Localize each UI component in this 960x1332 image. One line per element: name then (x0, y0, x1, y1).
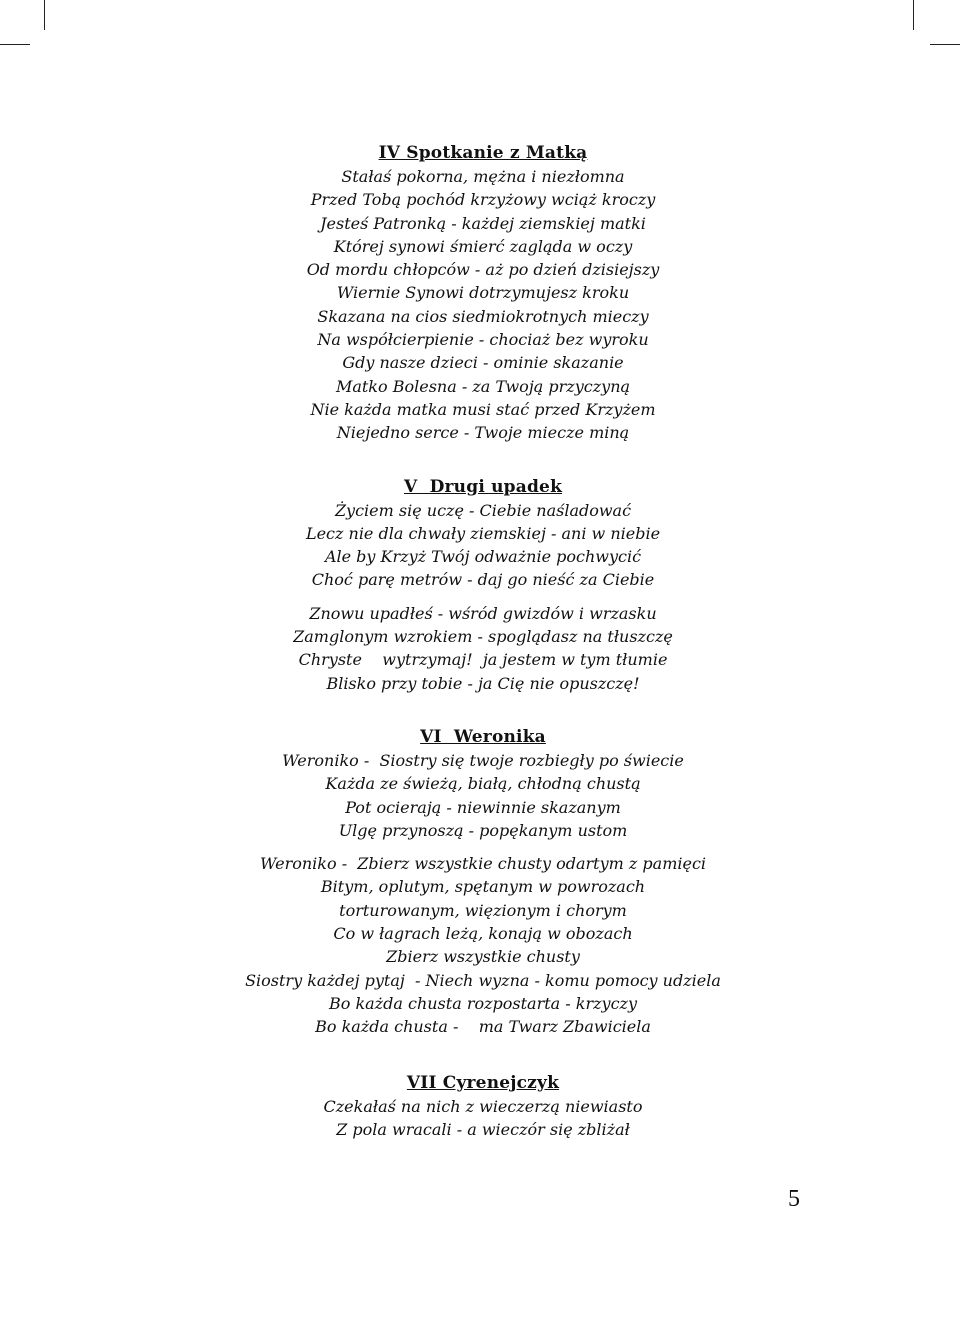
poem-line: Przed Tobą pochód krzyżowy wciąż kroczy (310, 190, 656, 210)
poem-line: Choć parę metrów - daj go nieść za Ciebie (311, 570, 655, 590)
stanza (160, 749, 806, 842)
poem-line: Z pola wracali - a wieczór się zbliżał (336, 1119, 630, 1139)
poem-line: Bo każda chusta rozpostarta - krzyczy (328, 993, 638, 1013)
poem-line: Blisko przy tobie - ja Cię nie opuszczę! (326, 673, 640, 693)
stanza-spacer (160, 842, 806, 852)
stanza (160, 852, 806, 1038)
crop-mark-top-right-vertical (913, 0, 914, 30)
poem-line: Czekałaś na nich z wieczerzą niewiasto (323, 1096, 643, 1116)
poem-line: Ale by Krzyż Twój odważnie pochwycić (324, 547, 642, 567)
poem-line: Od mordu chłopców - aż po dzień dzisiejszy (306, 260, 660, 280)
poem-line: Której synowi śmierć zagląda w oczy (333, 236, 633, 256)
poem-line: Chryste wytrzymaj! ja jestem w tym tłumie (298, 650, 668, 670)
section-vi-weronika (160, 725, 806, 1039)
poem-line: Gdy nasze dzieci - ominie skazanie (342, 353, 624, 373)
stanza (160, 602, 806, 695)
poem-line: Niejedno serce - Twoje miecze miną (336, 423, 630, 443)
poem-line: Jesteś Patronką - każdej ziemskiej matki (320, 213, 646, 233)
poem-line: Życiem się uczę - Ciebie naśladować (334, 500, 632, 520)
poem-line: torturowanym, więzionym i chorym (339, 900, 627, 920)
poem-line: Zamglonym wzrokiem - spoglądasz na tłuszczę (293, 627, 673, 647)
crop-mark-top-left-horizontal (0, 44, 30, 45)
stanza (160, 499, 806, 592)
poem-line: Każda ze świeżą, białą, chłodną chustą (325, 774, 641, 794)
poem-line: Stałaś pokorna, mężna i niezłomna (341, 167, 625, 186)
section-heading: VII Cyrenejczyk (406, 1072, 560, 1093)
poem-line: Weroniko - Zbierz wszystkie chusty odartym z pamięci (259, 854, 707, 874)
section-heading: IV Spotkanie z Matką (378, 143, 588, 163)
poem-line: Bo każda chusta - ma Twarz Zbawiciela (315, 1017, 651, 1037)
poem-line: Ulgę przynoszą - popękanym ustom (338, 820, 628, 840)
section-vii-cyrenejczyk (160, 1071, 806, 1142)
stanza (160, 1095, 806, 1142)
crop-mark-top-right-horizontal (930, 44, 960, 45)
poem-line: Siostry każdej pytaj - Niech wyzna - komu pomocy udziela (245, 970, 721, 990)
poem-line: Bitym, oplutym, spętanym w powrozach (320, 877, 646, 897)
poem-line: Pot ocierają - niewinnie skazanym (345, 797, 621, 817)
poem-line: Na współcierpienie - chociaż bez wyroku (317, 330, 649, 350)
poem-line: Weroniko - Siostry się twoje rozbiegły po świecie (282, 750, 684, 770)
section-heading: VI Weronika (420, 726, 546, 747)
poem-line: Wiernie Synowi dotrzymujesz kroku (336, 283, 630, 303)
poem-line: Zbierz wszystkie chusty (386, 947, 580, 967)
section-v-drugi-upadek (160, 475, 806, 695)
poem-line: Lecz nie dla chwały ziemskiej - ani w niebie (305, 523, 661, 543)
page-content (160, 141, 806, 1141)
stanza-spacer (160, 592, 806, 602)
page-number: 5 (788, 1186, 800, 1212)
poem-line: Skazana na cios siedmiokrotnych mieczy (317, 306, 649, 326)
poem-line: Znowu upadłeś - wśród gwizdów i wrzasku (309, 603, 657, 623)
poem-line: Co w łagrach leżą, konają w obozach (333, 924, 633, 944)
section-heading: V Drugi upadek (403, 476, 563, 497)
poem-line: Nie każda matka musi stać przed Krzyżem (310, 399, 656, 419)
poem-line: Matko Bolesna - za Twoją przyczyną (335, 376, 631, 396)
crop-mark-top-left-vertical (44, 0, 45, 30)
section-iv-spotkanie-z-matka (160, 141, 806, 445)
stanza (160, 165, 806, 445)
